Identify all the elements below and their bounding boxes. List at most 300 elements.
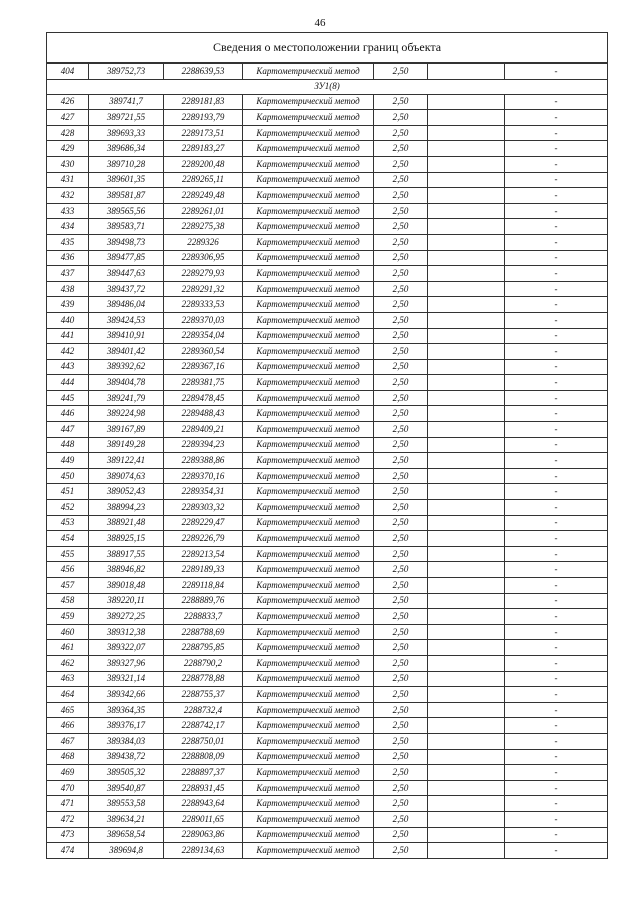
description-cell: - [505,827,608,843]
blank-cell [428,593,505,609]
description-cell: - [505,406,608,422]
table-row [47,110,608,126]
y-coordinate-cell: 2289193,79 [164,110,243,126]
table-row [47,203,608,219]
description-cell: - [505,562,608,578]
method-cell: Картометрический метод [243,827,374,843]
blank-cell [428,749,505,765]
description-cell: - [505,671,608,687]
accuracy-cell: 2,50 [374,796,428,812]
x-coordinate-cell: 389224,98 [89,406,164,422]
method-cell: Картометрический метод [243,749,374,765]
description-cell: - [505,328,608,344]
point-number-cell: 436 [47,250,89,266]
description-cell: - [505,593,608,609]
y-coordinate-cell: 2288897,37 [164,765,243,781]
accuracy-cell: 2,50 [374,94,428,110]
point-number-cell: 427 [47,110,89,126]
table-row [47,843,608,859]
table-row [47,531,608,547]
x-coordinate-cell: 389505,32 [89,765,164,781]
blank-cell [428,718,505,734]
y-coordinate-cell: 2289261,01 [164,203,243,219]
table-row [47,484,608,500]
point-number-cell: 451 [47,484,89,500]
accuracy-cell: 2,50 [374,344,428,360]
x-coordinate-cell: 389565,56 [89,203,164,219]
description-cell: - [505,453,608,469]
x-coordinate-cell: 389392,62 [89,359,164,375]
x-coordinate-cell: 389052,43 [89,484,164,500]
point-number-cell: 473 [47,827,89,843]
accuracy-cell: 2,50 [374,671,428,687]
method-cell: Картометрический метод [243,624,374,640]
accuracy-cell: 2,50 [374,312,428,328]
y-coordinate-cell: 2288742,17 [164,718,243,734]
x-coordinate-cell: 389686,34 [89,141,164,157]
y-coordinate-cell: 2289181,83 [164,94,243,110]
description-cell: - [505,281,608,297]
table-row [47,437,608,453]
description-cell: - [505,468,608,484]
method-cell: Картометрический метод [243,484,374,500]
method-cell: Картометрический метод [243,375,374,391]
x-coordinate-cell: 389272,25 [89,609,164,625]
point-number-cell: 431 [47,172,89,188]
point-number-cell: 432 [47,188,89,204]
method-cell: Картометрический метод [243,297,374,313]
description-cell: - [505,344,608,360]
method-cell: Картометрический метод [243,702,374,718]
blank-cell [428,687,505,703]
method-cell: Картометрический метод [243,234,374,250]
x-coordinate-cell: 389601,35 [89,172,164,188]
y-coordinate-cell: 2289388,86 [164,453,243,469]
blank-cell [428,765,505,781]
accuracy-cell: 2,50 [374,749,428,765]
y-coordinate-cell: 2288833,7 [164,609,243,625]
accuracy-cell: 2,50 [374,609,428,625]
x-coordinate-cell: 389741,7 [89,94,164,110]
y-coordinate-cell: 2289360,54 [164,344,243,360]
method-cell: Картометрический метод [243,531,374,547]
blank-cell [428,624,505,640]
x-coordinate-cell: 389322,07 [89,640,164,656]
table-row [47,515,608,531]
description-cell: - [505,718,608,734]
point-number-cell: 446 [47,406,89,422]
blank-cell [428,468,505,484]
table-title-row [47,33,608,64]
description-cell: - [505,546,608,562]
accuracy-cell: 2,50 [374,453,428,469]
y-coordinate-cell: 2288788,69 [164,624,243,640]
blank-cell [428,203,505,219]
y-coordinate-cell: 2289354,04 [164,328,243,344]
description-cell: - [505,749,608,765]
table-row [47,344,608,360]
y-coordinate-cell: 2288750,01 [164,733,243,749]
blank-cell [428,796,505,812]
x-coordinate-cell: 389710,28 [89,156,164,172]
x-coordinate-cell: 389167,89 [89,422,164,438]
accuracy-cell: 2,50 [374,266,428,282]
accuracy-cell: 2,50 [374,655,428,671]
point-number-cell: 429 [47,141,89,157]
table-row [47,578,608,594]
table-row [47,468,608,484]
description-cell: - [505,203,608,219]
y-coordinate-cell: 2289275,38 [164,219,243,235]
point-number-cell: 452 [47,500,89,516]
method-cell: Картометрический метод [243,110,374,126]
blank-cell [428,780,505,796]
point-number-cell: 445 [47,390,89,406]
x-coordinate-cell: 389498,73 [89,234,164,250]
y-coordinate-cell: 2289200,48 [164,156,243,172]
method-cell: Картометрический метод [243,312,374,328]
y-coordinate-cell: 2288795,85 [164,640,243,656]
x-coordinate-cell: 388946,82 [89,562,164,578]
y-coordinate-cell: 2289249,48 [164,188,243,204]
description-cell: - [505,188,608,204]
x-coordinate-cell: 389721,55 [89,110,164,126]
x-coordinate-cell: 389486,04 [89,297,164,313]
blank-cell [428,640,505,656]
accuracy-cell: 2,50 [374,811,428,827]
table-row [47,266,608,282]
table-row [47,609,608,625]
x-coordinate-cell: 388917,55 [89,546,164,562]
point-number-cell: 430 [47,156,89,172]
blank-cell [428,609,505,625]
y-coordinate-cell: 2289394,23 [164,437,243,453]
x-coordinate-cell: 389321,14 [89,671,164,687]
accuracy-cell: 2,50 [374,843,428,859]
method-cell: Картометрический метод [243,811,374,827]
accuracy-cell: 2,50 [374,468,428,484]
blank-cell [428,843,505,859]
x-coordinate-cell: 389376,17 [89,718,164,734]
accuracy-cell: 2,50 [374,141,428,157]
table-row [47,687,608,703]
y-coordinate-cell: 2288639,53 [164,63,243,79]
y-coordinate-cell: 2288931,45 [164,780,243,796]
blank-cell [428,312,505,328]
y-coordinate-cell: 2289409,21 [164,422,243,438]
blank-cell [428,188,505,204]
point-number-cell: 450 [47,468,89,484]
method-cell: Картометрический метод [243,765,374,781]
x-coordinate-cell: 389384,03 [89,733,164,749]
point-number-cell: 459 [47,609,89,625]
accuracy-cell: 2,50 [374,234,428,250]
y-coordinate-cell: 2289229,47 [164,515,243,531]
table-row [47,390,608,406]
point-number-cell: 426 [47,94,89,110]
page-number: 46 [314,17,326,29]
blank-cell [428,110,505,126]
x-coordinate-cell: 389122,41 [89,453,164,469]
method-cell: Картометрический метод [243,63,374,79]
table-row [47,593,608,609]
method-cell: Картометрический метод [243,125,374,141]
accuracy-cell: 2,50 [374,578,428,594]
point-number-cell: 404 [47,63,89,79]
blank-cell [428,375,505,391]
table-row [47,702,608,718]
method-cell: Картометрический метод [243,94,374,110]
method-cell: Картометрический метод [243,422,374,438]
point-number-cell: 468 [47,749,89,765]
x-coordinate-cell: 389410,91 [89,328,164,344]
blank-cell [428,811,505,827]
blank-cell [428,733,505,749]
accuracy-cell: 2,50 [374,390,428,406]
description-cell: - [505,110,608,126]
description-cell: - [505,843,608,859]
table-row [47,359,608,375]
description-cell: - [505,234,608,250]
method-cell: Картометрический метод [243,250,374,266]
table-row [47,141,608,157]
blank-cell [428,702,505,718]
point-number-cell: 440 [47,312,89,328]
point-number-cell: 437 [47,266,89,282]
table-row [47,827,608,843]
y-coordinate-cell: 2289381,75 [164,375,243,391]
y-coordinate-cell: 2289306,95 [164,250,243,266]
blank-cell [428,827,505,843]
accuracy-cell: 2,50 [374,546,428,562]
x-coordinate-cell: 389634,21 [89,811,164,827]
point-number-cell: 457 [47,578,89,594]
table-row [47,281,608,297]
accuracy-cell: 2,50 [374,765,428,781]
point-number-cell: 434 [47,219,89,235]
blank-cell [428,655,505,671]
method-cell: Картометрический метод [243,390,374,406]
point-number-cell: 435 [47,234,89,250]
blank-cell [428,422,505,438]
blank-cell [428,219,505,235]
table-row [47,375,608,391]
x-coordinate-cell: 389364,35 [89,702,164,718]
table-row [47,624,608,640]
y-coordinate-cell: 2289226,79 [164,531,243,547]
method-cell: Картометрический метод [243,843,374,859]
accuracy-cell: 2,50 [374,687,428,703]
table-row [47,733,608,749]
y-coordinate-cell: 2289183,27 [164,141,243,157]
y-coordinate-cell: 2288732,4 [164,702,243,718]
description-cell: - [505,500,608,516]
x-coordinate-cell: 388925,15 [89,531,164,547]
accuracy-cell: 2,50 [374,827,428,843]
x-coordinate-cell: 389752,73 [89,63,164,79]
accuracy-cell: 2,50 [374,156,428,172]
description-cell: - [505,484,608,500]
accuracy-cell: 2,50 [374,531,428,547]
blank-cell [428,63,505,79]
table-row [47,780,608,796]
accuracy-cell: 2,50 [374,219,428,235]
point-number-cell: 467 [47,733,89,749]
table-row [47,765,608,781]
y-coordinate-cell: 2289354,31 [164,484,243,500]
accuracy-cell: 2,50 [374,375,428,391]
table-row [47,500,608,516]
description-cell: - [505,125,608,141]
blank-cell [428,578,505,594]
table-row [47,546,608,562]
accuracy-cell: 2,50 [374,484,428,500]
point-number-cell: 449 [47,453,89,469]
method-cell: Картометрический метод [243,281,374,297]
description-cell: - [505,702,608,718]
point-number-cell: 442 [47,344,89,360]
y-coordinate-cell: 2289370,16 [164,468,243,484]
section-label: ЗУ1(8) [47,79,608,94]
x-coordinate-cell: 389312,38 [89,624,164,640]
x-coordinate-cell: 388921,48 [89,515,164,531]
x-coordinate-cell: 389220,11 [89,593,164,609]
x-coordinate-cell: 389581,87 [89,188,164,204]
x-coordinate-cell: 389074,63 [89,468,164,484]
method-cell: Картометрический метод [243,562,374,578]
y-coordinate-cell: 2288889,76 [164,593,243,609]
method-cell: Картометрический метод [243,500,374,516]
blank-cell [428,250,505,266]
method-cell: Картометрический метод [243,172,374,188]
description-cell: - [505,250,608,266]
point-number-cell: 443 [47,359,89,375]
accuracy-cell: 2,50 [374,406,428,422]
y-coordinate-cell: 2289063,86 [164,827,243,843]
method-cell: Картометрический метод [243,718,374,734]
blank-cell [428,390,505,406]
y-coordinate-cell: 2289189,33 [164,562,243,578]
x-coordinate-cell: 389149,28 [89,437,164,453]
x-coordinate-cell: 389401,42 [89,344,164,360]
y-coordinate-cell: 2289367,16 [164,359,243,375]
accuracy-cell: 2,50 [374,250,428,266]
x-coordinate-cell: 389241,79 [89,390,164,406]
blank-cell [428,453,505,469]
point-number-cell: 458 [47,593,89,609]
table-title: Сведения о местоположении границ объекта [47,33,608,64]
point-number-cell: 474 [47,843,89,859]
y-coordinate-cell: 2289265,11 [164,172,243,188]
y-coordinate-cell: 2289488,43 [164,406,243,422]
y-coordinate-cell: 2289011,65 [164,811,243,827]
description-cell: - [505,437,608,453]
blank-cell [428,266,505,282]
accuracy-cell: 2,50 [374,624,428,640]
point-number-cell: 448 [47,437,89,453]
accuracy-cell: 2,50 [374,359,428,375]
accuracy-cell: 2,50 [374,422,428,438]
description-cell: - [505,811,608,827]
point-number-cell: 466 [47,718,89,734]
description-cell: - [505,765,608,781]
table-row [47,718,608,734]
blank-cell [428,125,505,141]
point-number-cell: 463 [47,671,89,687]
point-number-cell: 460 [47,624,89,640]
x-coordinate-cell: 389438,72 [89,749,164,765]
table-row [47,671,608,687]
description-cell: - [505,359,608,375]
method-cell: Картометрический метод [243,359,374,375]
accuracy-cell: 2,50 [374,733,428,749]
y-coordinate-cell: 2289134,63 [164,843,243,859]
x-coordinate-cell: 388994,23 [89,500,164,516]
x-coordinate-cell: 389658,54 [89,827,164,843]
table-row [47,297,608,313]
method-cell: Картометрический метод [243,406,374,422]
method-cell: Картометрический метод [243,453,374,469]
y-coordinate-cell: 2288778,88 [164,671,243,687]
method-cell: Картометрический метод [243,593,374,609]
description-cell: - [505,422,608,438]
x-coordinate-cell: 389694,8 [89,843,164,859]
description-cell: - [505,390,608,406]
table-row [47,406,608,422]
table-row [47,94,608,110]
blank-cell [428,281,505,297]
point-number-cell: 456 [47,562,89,578]
accuracy-cell: 2,50 [374,593,428,609]
y-coordinate-cell: 2288943,64 [164,796,243,812]
description-cell: - [505,796,608,812]
accuracy-cell: 2,50 [374,640,428,656]
y-coordinate-cell: 2289279,93 [164,266,243,282]
description-cell: - [505,640,608,656]
accuracy-cell: 2,50 [374,110,428,126]
y-coordinate-cell: 2289213,54 [164,546,243,562]
accuracy-cell: 2,50 [374,125,428,141]
x-coordinate-cell: 389447,63 [89,266,164,282]
method-cell: Картометрический метод [243,188,374,204]
y-coordinate-cell: 2289173,51 [164,125,243,141]
description-cell: - [505,312,608,328]
method-cell: Картометрический метод [243,796,374,812]
method-cell: Картометрический метод [243,640,374,656]
x-coordinate-cell: 389693,33 [89,125,164,141]
description-cell: - [505,733,608,749]
table-row [47,156,608,172]
blank-cell [428,546,505,562]
section-row [47,79,608,94]
description-cell: - [505,219,608,235]
description-cell: - [505,156,608,172]
y-coordinate-cell: 2289303,32 [164,500,243,516]
table-row [47,796,608,812]
point-number-cell: 444 [47,375,89,391]
description-cell: - [505,578,608,594]
table-row [47,422,608,438]
method-cell: Картометрический метод [243,515,374,531]
method-cell: Картометрический метод [243,468,374,484]
x-coordinate-cell: 389342,66 [89,687,164,703]
accuracy-cell: 2,50 [374,281,428,297]
boundary-coordinates-table [46,32,608,859]
point-number-cell: 441 [47,328,89,344]
y-coordinate-cell: 2289478,45 [164,390,243,406]
point-number-cell: 472 [47,811,89,827]
method-cell: Картометрический метод [243,780,374,796]
